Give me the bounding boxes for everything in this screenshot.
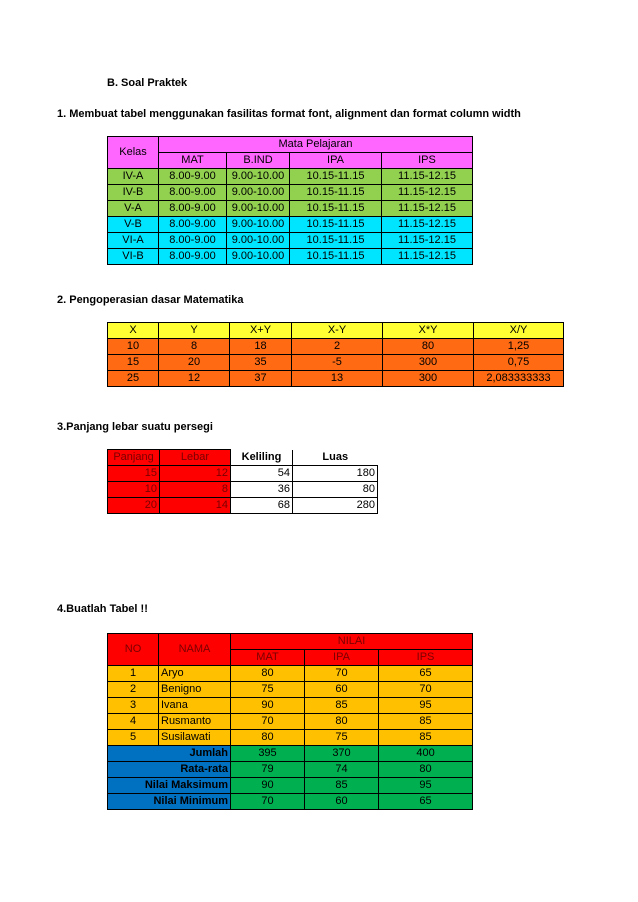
table-row [108,466,378,482]
summary-cell: 70 [231,794,305,810]
math-cell: 2 [292,339,383,355]
panjang-cell: 10 [108,482,160,498]
subject-header: IPA [290,153,382,169]
math-header: X+Y [230,323,292,339]
no-cell: 5 [108,730,159,746]
summary-row [108,794,473,810]
table-row [108,339,564,355]
persegi-table [107,449,378,514]
panjang-header: Panjang [108,450,160,466]
math-cell: 18 [230,339,292,355]
nama-cell: Ivana [159,698,231,714]
no-cell: 3 [108,698,159,714]
time-cell: 9.00-10.00 [227,201,290,217]
math-cell: 37 [230,371,292,387]
kelas-header: Kelas [108,137,159,169]
score-cell: 70 [305,666,379,682]
nilai-table [107,633,473,810]
time-cell: 10.15-11.15 [290,169,382,185]
time-cell: 11.15-12.15 [382,185,473,201]
time-cell: 8.00-9.00 [159,217,227,233]
header-row [108,323,564,339]
math-header: X-Y [292,323,383,339]
score-cell: 80 [305,714,379,730]
nama-header: NAMA [159,634,231,666]
score-cell: 80 [231,730,305,746]
section4-title: 4.Buatlah Tabel !! [57,603,148,615]
nama-cell: Aryo [159,666,231,682]
no-cell: 2 [108,682,159,698]
math-header: X*Y [383,323,474,339]
time-cell: 8.00-9.00 [159,169,227,185]
section1-title: 1. Membuat tabel menggunakan fasilitas format font, alignment dan format column width [57,108,521,120]
math-cell: 10 [108,339,159,355]
nama-cell: Susilawati [159,730,231,746]
math-cell: 35 [230,355,292,371]
time-cell: 9.00-10.00 [227,249,290,265]
score-cell: 85 [379,730,473,746]
time-cell: 11.15-12.15 [382,249,473,265]
score-cell: 65 [379,666,473,682]
summary-cell: 80 [379,762,473,778]
subject-header: IPA [305,650,379,666]
score-cell: 90 [231,698,305,714]
header-row [108,450,378,466]
lebar-cell: 12 [160,466,231,482]
subject-header: IPS [382,153,473,169]
section3-title: 3.Panjang lebar suatu persegi [57,421,213,433]
math-header: X [108,323,159,339]
summary-label: Jumlah [108,746,231,762]
lebar-cell: 14 [160,498,231,514]
kelas-cell: V-B [108,217,159,233]
time-cell: 10.15-11.15 [290,249,382,265]
score-cell: 70 [379,682,473,698]
time-cell: 11.15-12.15 [382,217,473,233]
score-cell: 75 [231,682,305,698]
math-cell: 13 [292,371,383,387]
subject-header: MAT [159,153,227,169]
score-cell: 75 [305,730,379,746]
table-row [108,169,473,185]
time-cell: 10.15-11.15 [290,233,382,249]
luas-cell: 280 [293,498,378,514]
table-row [108,355,564,371]
subject-header: B.IND [227,153,290,169]
kelas-cell: VI-A [108,233,159,249]
keliling-cell: 36 [231,482,293,498]
luas-cell: 80 [293,482,378,498]
lebar-header: Lebar [160,450,231,466]
summary-cell: 85 [305,778,379,794]
summary-cell: 65 [379,794,473,810]
keliling-cell: 68 [231,498,293,514]
table-row [108,233,473,249]
lebar-cell: 8 [160,482,231,498]
time-cell: 8.00-9.00 [159,201,227,217]
mata-pelajaran-header: Mata Pelajaran [159,137,473,153]
section2-title: 2. Pengoperasian dasar Matematika [57,294,244,306]
summary-cell: 90 [231,778,305,794]
nama-cell: Benigno [159,682,231,698]
time-cell: 9.00-10.00 [227,233,290,249]
math-cell: 2,083333333 [474,371,564,387]
panjang-cell: 20 [108,498,160,514]
time-cell: 9.00-10.00 [227,217,290,233]
math-cell: 12 [159,371,230,387]
math-header: Y [159,323,230,339]
math-cell: 8 [159,339,230,355]
table-row [108,714,473,730]
summary-cell: 395 [231,746,305,762]
table-row [108,698,473,714]
panjang-cell: 15 [108,466,160,482]
subject-header: IPS [379,650,473,666]
math-cell: 300 [383,355,474,371]
luas-cell: 180 [293,466,378,482]
summary-cell: 79 [231,762,305,778]
nama-cell: Rusmanto [159,714,231,730]
math-cell: 20 [159,355,230,371]
time-cell: 8.00-9.00 [159,233,227,249]
kelas-cell: IV-A [108,169,159,185]
kelas-cell: IV-B [108,185,159,201]
score-cell: 95 [379,698,473,714]
summary-row [108,746,473,762]
kelas-cell: VI-B [108,249,159,265]
time-cell: 8.00-9.00 [159,185,227,201]
score-cell: 85 [379,714,473,730]
time-cell: 11.15-12.15 [382,233,473,249]
summary-cell: 60 [305,794,379,810]
kelas-cell: V-A [108,201,159,217]
time-cell: 11.15-12.15 [382,201,473,217]
score-cell: 80 [231,666,305,682]
table-row [108,371,564,387]
math-cell: 15 [108,355,159,371]
summary-row [108,762,473,778]
summary-cell: 370 [305,746,379,762]
table-row [108,249,473,265]
keliling-cell: 54 [231,466,293,482]
page-heading: B. Soal Praktek [107,77,188,89]
time-cell: 10.15-11.15 [290,217,382,233]
math-cell: 1,25 [474,339,564,355]
summary-row [108,778,473,794]
no-header: NO [108,634,159,666]
score-cell: 85 [305,698,379,714]
subject-header: MAT [231,650,305,666]
time-cell: 11.15-12.15 [382,169,473,185]
table-row [108,498,378,514]
summary-cell: 95 [379,778,473,794]
math-cell: 0,75 [474,355,564,371]
math-cell: 80 [383,339,474,355]
table-row [108,666,473,682]
table-row [108,217,473,233]
table-row [108,185,473,201]
time-cell: 10.15-11.15 [290,201,382,217]
time-cell: 8.00-9.00 [159,249,227,265]
summary-cell: 74 [305,762,379,778]
math-cell: 300 [383,371,474,387]
time-cell: 10.15-11.15 [290,185,382,201]
math-table [107,322,564,387]
schedule-table [107,136,473,265]
table-row [108,201,473,217]
keliling-header: Keliling [231,450,293,466]
math-cell: 25 [108,371,159,387]
score-cell: 60 [305,682,379,698]
table-row [108,682,473,698]
time-cell: 9.00-10.00 [227,185,290,201]
summary-cell: 400 [379,746,473,762]
no-cell: 1 [108,666,159,682]
summary-label: Rata-rata [108,762,231,778]
math-header: X/Y [474,323,564,339]
score-cell: 70 [231,714,305,730]
nilai-header: NILAI [231,634,473,650]
table-row [108,482,378,498]
no-cell: 4 [108,714,159,730]
summary-label: Nilai Maksimum [108,778,231,794]
time-cell: 9.00-10.00 [227,169,290,185]
luas-header: Luas [293,450,378,466]
table-row [108,730,473,746]
math-cell: -5 [292,355,383,371]
summary-label: Nilai Minimum [108,794,231,810]
